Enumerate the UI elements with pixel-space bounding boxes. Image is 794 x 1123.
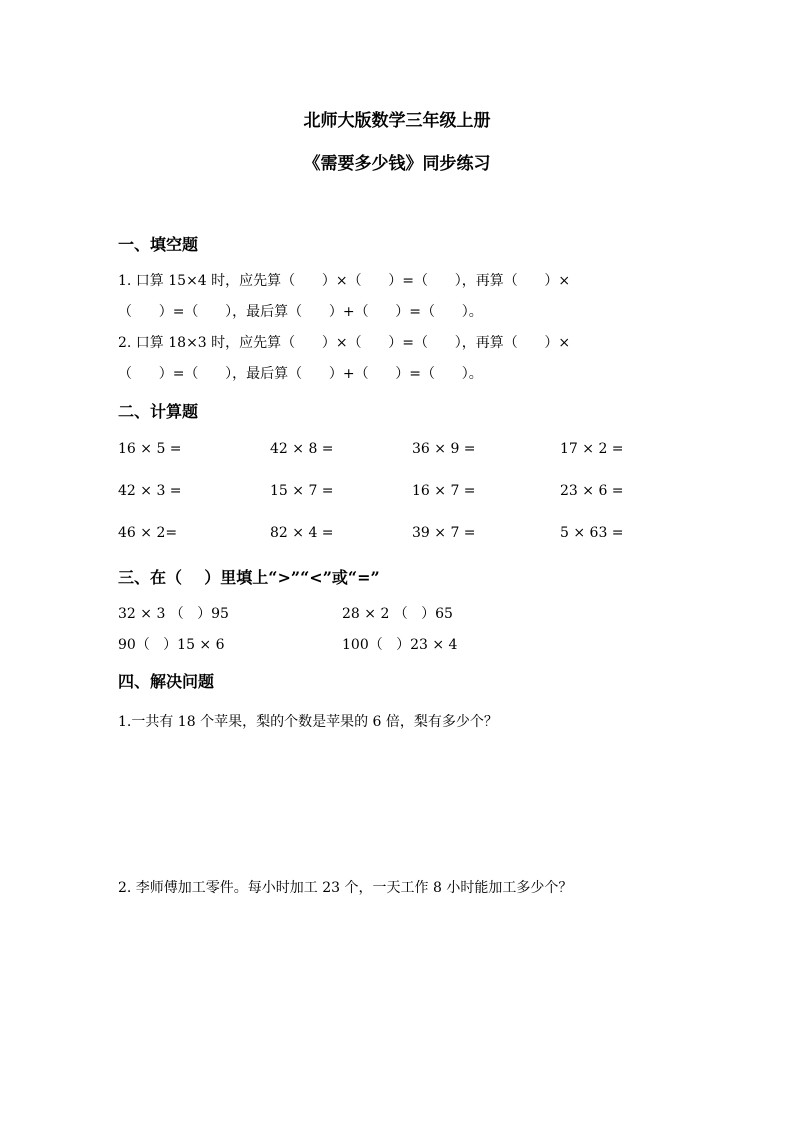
section-heading-compare: 三、在（ ）里填上“>”“<”或“=” [118, 568, 380, 587]
calc-item: 82 × 4 = [270, 525, 334, 541]
question-1-line-1: 1. 口算 15×4 时，应先算（ ）×（ ）=（ ），再算（ ）× [118, 273, 571, 289]
section-heading-calculation: 二、计算题 [118, 402, 199, 421]
page-subtitle: 《需要多少钱》同步练习 [303, 154, 491, 174]
word-problem-2: 2. 李师傅加工零件。每小时加工 23 个，一天工作 8 小时能加工多少个？ [118, 880, 573, 896]
calc-item: 46 × 2= [118, 525, 178, 541]
calc-item: 42 × 3 = [118, 483, 182, 499]
compare-item: 32 × 3 （ ）95 [118, 606, 229, 622]
page-title: 北师大版数学三年级上册 [303, 111, 491, 131]
calc-item: 36 × 9 = [412, 441, 476, 457]
calc-item: 17 × 2 = [560, 441, 624, 457]
compare-item: 90（ ）15 × 6 [118, 637, 225, 653]
question-2-line-1: 2. 口算 18×3 时，应先算（ ）×（ ）=（ ），再算（ ）× [118, 335, 571, 351]
question-1-line-2: （ ）=（ ），最后算（ ）+（ ）=（ ）。 [118, 304, 483, 320]
calc-item: 39 × 7 = [412, 525, 476, 541]
compare-item: 100（ ）23 × 4 [342, 637, 458, 653]
calc-item: 16 × 7 = [412, 483, 476, 499]
compare-item: 28 × 2 （ ）65 [342, 606, 453, 622]
calc-item: 42 × 8 = [270, 441, 334, 457]
section-heading-fill-blank: 一、填空题 [118, 235, 199, 254]
word-problem-1: 1.一共有 18 个苹果，梨的个数是苹果的 6 倍，梨有多少个？ [118, 714, 498, 730]
calc-item: 23 × 6 = [560, 483, 624, 499]
calc-item: 5 × 63 = [560, 525, 624, 541]
question-2-line-2: （ ）=（ ），最后算（ ）+（ ）=（ ）。 [118, 366, 483, 382]
section-heading-word-problems: 四、解决问题 [118, 672, 215, 691]
calc-item: 16 × 5 = [118, 441, 182, 457]
calc-item: 15 × 7 = [270, 483, 334, 499]
